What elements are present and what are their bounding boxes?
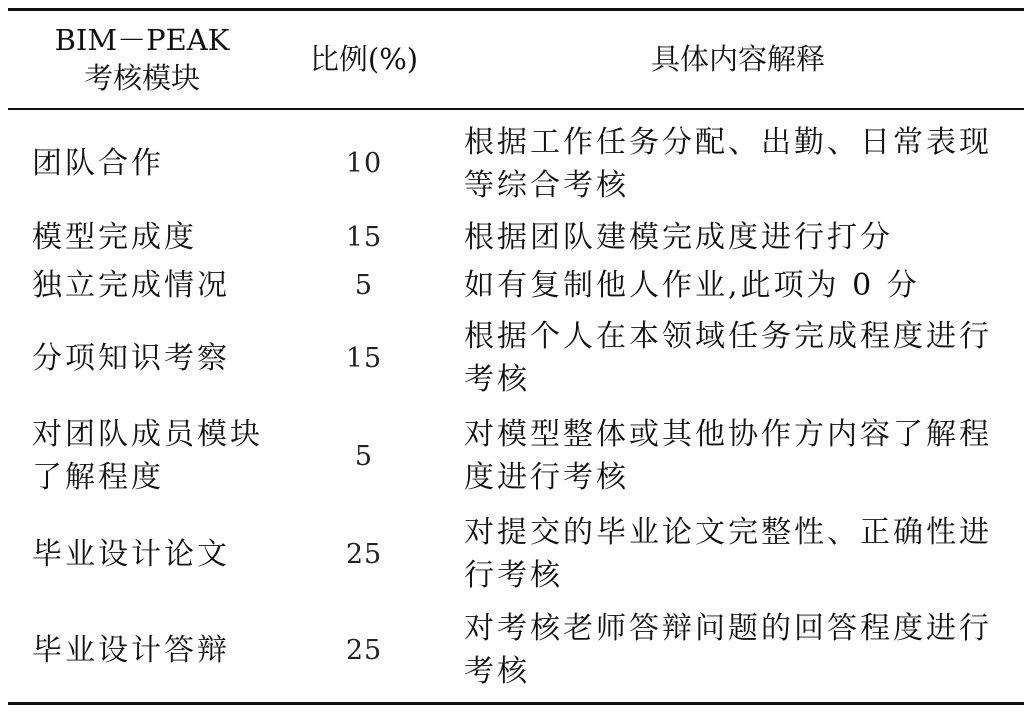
row-description: 根据团队建模完成度进行打分 <box>464 219 893 255</box>
row-module: 团队合作 <box>32 146 164 181</box>
header-description: 具体内容解释 <box>650 42 825 76</box>
row-ratio: 5 <box>354 269 374 301</box>
row-ratio: 15 <box>345 221 383 253</box>
row-ratio: 15 <box>345 342 383 374</box>
row-description: 对考核老师答辩问题的回答程度进行考核 <box>464 611 992 690</box>
row-ratio: 25 <box>345 538 383 570</box>
row-description: 如有复制他人作业,此项为 0 分 <box>464 267 920 303</box>
row-module: 分项知识考察 <box>32 340 230 376</box>
header-ratio: 比例(%) <box>309 42 419 76</box>
row-description: 根据个人在本领域任务完成程度进行考核 <box>464 319 992 397</box>
header-module-line2: 考核模块 <box>83 61 200 95</box>
row-description: 对提交的毕业论文完整性、正确性进行考核 <box>464 515 992 593</box>
table-row <box>8 213 1024 261</box>
row-module: 毕业设计答辩 <box>32 632 230 668</box>
table-row <box>8 309 1024 407</box>
row-ratio: 10 <box>345 148 383 179</box>
row-module: 对团队成员模块了解程度 <box>32 417 263 495</box>
table-header-row <box>8 10 1024 110</box>
row-description: 对模型整体或其他协作方内容了解程度进行考核 <box>464 417 992 495</box>
table-row <box>8 603 1024 703</box>
table-row <box>8 407 1024 505</box>
header-module-line1: BIM－PEAK <box>54 23 230 57</box>
row-ratio: 25 <box>345 634 383 666</box>
row-module: 模型完成度 <box>32 219 197 255</box>
header-module <box>8 10 276 110</box>
table-row <box>8 109 1024 213</box>
row-description: 根据工作任务分配、出勤、日常表现等综合考核 <box>464 124 992 203</box>
row-module: 毕业设计论文 <box>32 536 230 572</box>
row-module: 独立完成情况 <box>32 267 230 303</box>
table-row <box>8 505 1024 603</box>
table-row <box>8 261 1024 309</box>
row-ratio: 5 <box>354 440 374 472</box>
assessment-table <box>8 8 1024 705</box>
